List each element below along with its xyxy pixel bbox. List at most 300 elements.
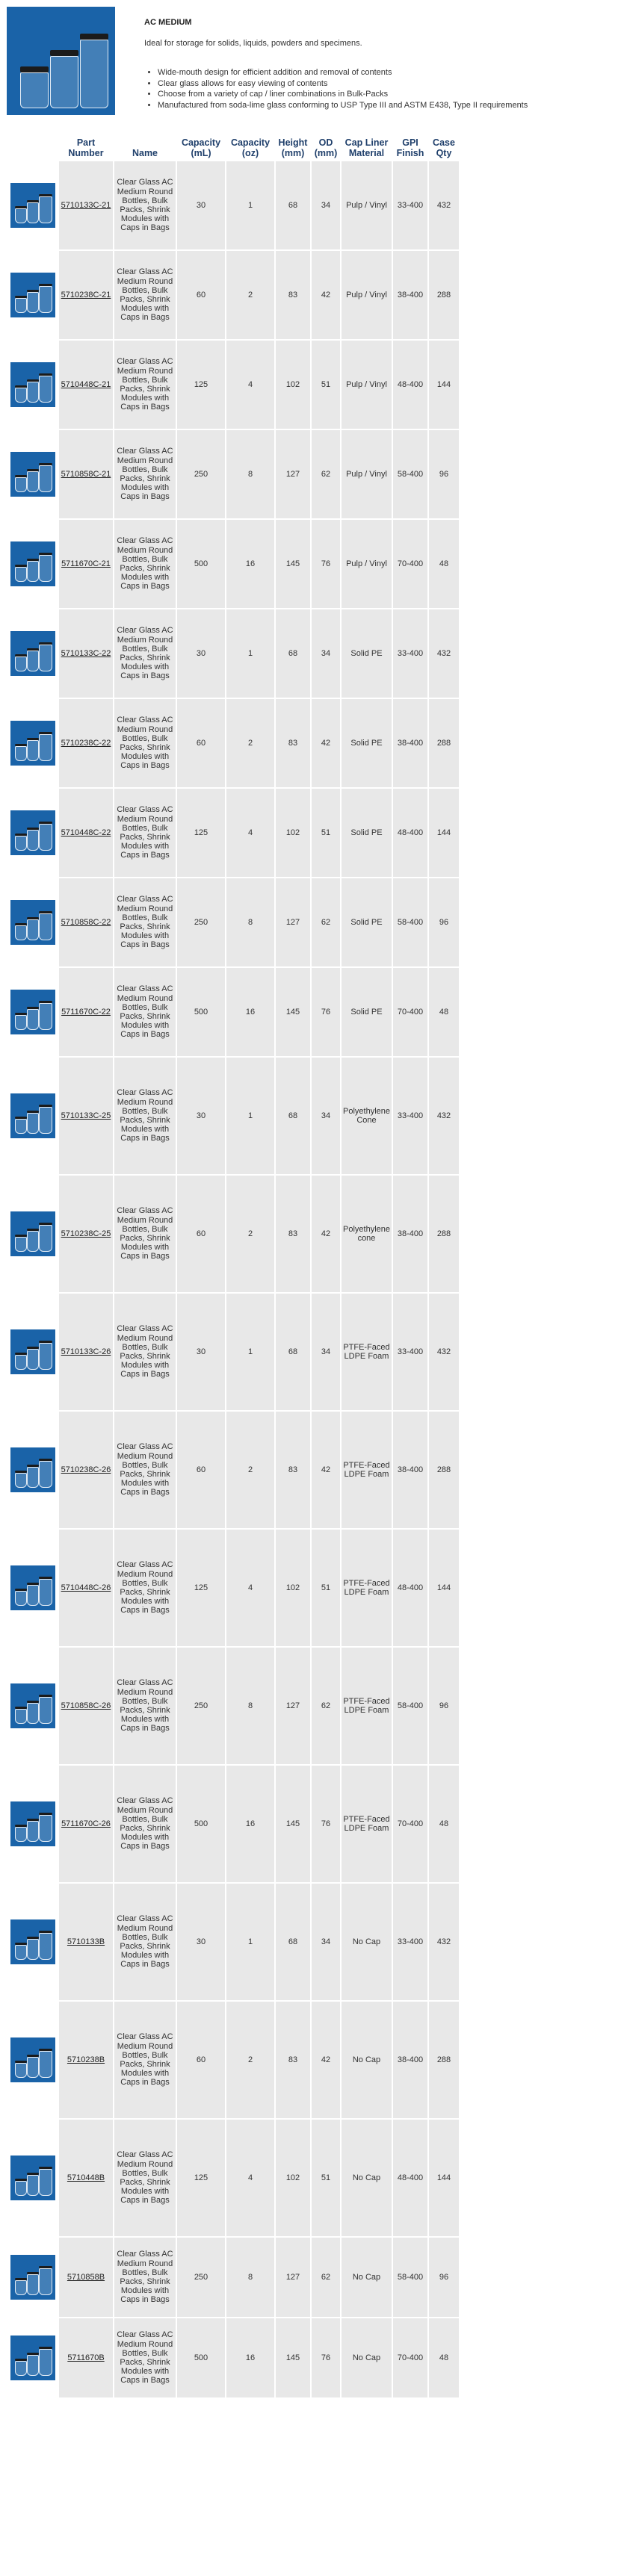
case-qty: 48 (429, 520, 459, 608)
table-header-row (8, 136, 459, 160)
jar-graphic (39, 1697, 52, 1724)
capacity-ml: 125 (177, 1530, 225, 1646)
jar-graphic (27, 919, 39, 940)
capacity-ml: 250 (177, 2238, 225, 2317)
product-thumbnail[interactable] (10, 273, 55, 317)
part-number-link[interactable]: 5710448C-22 (61, 828, 111, 837)
jar-graphic (39, 1461, 52, 1488)
part-number-cell (59, 968, 113, 1056)
column-header-name: Name (114, 136, 176, 160)
part-number-cell (59, 1058, 113, 1174)
capacity-ml: 30 (177, 1884, 225, 2000)
height-mm: 68 (276, 161, 310, 249)
gpi-finish: 58-400 (393, 1648, 427, 1764)
product-thumbnail[interactable] (10, 1565, 55, 1610)
capacity-oz: 8 (226, 1648, 274, 1764)
capacity-oz: 8 (226, 2238, 274, 2317)
part-number-cell (59, 2120, 113, 2236)
table-row (8, 2238, 459, 2317)
capacity-ml: 60 (177, 1412, 225, 1528)
part-number-cell (59, 341, 113, 429)
part-number-link[interactable]: 5710238C-26 (61, 1465, 111, 1474)
product-thumbnail[interactable] (10, 1919, 55, 1964)
product-name: Clear Glass AC Medium Round Bottles, Bulk Packs, Shrink Modules with Caps in Bags (114, 1412, 176, 1528)
cap-liner-material: PTFE-Faced LDPE Foam (342, 1766, 392, 1882)
cap-liner-material: Pulp / Vinyl (342, 430, 392, 518)
capacity-oz: 1 (226, 1294, 274, 1410)
product-thumbnail[interactable] (10, 1329, 55, 1374)
column-header-capacity-ml: Capacity (mL) (177, 136, 225, 160)
product-thumbnail[interactable] (10, 1093, 55, 1138)
capacity-oz: 4 (226, 2120, 274, 2236)
capacity-oz: 16 (226, 520, 274, 608)
part-number-link[interactable]: 5711670C-21 (61, 559, 111, 568)
cap-liner-material: PTFE-Faced LDPE Foam (342, 1648, 392, 1764)
jar-graphic (39, 2268, 52, 2295)
product-thumbnail-cell (8, 878, 58, 966)
gpi-finish: 48-400 (393, 1530, 427, 1646)
height-mm: 68 (276, 1058, 310, 1174)
gpi-finish: 48-400 (393, 2120, 427, 2236)
product-thumbnail[interactable] (10, 900, 55, 945)
cap-liner-material: No Cap (342, 1884, 392, 2000)
table-row (8, 430, 459, 518)
product-thumbnail[interactable] (10, 1683, 55, 1728)
case-qty: 288 (429, 251, 459, 339)
table-row (8, 609, 459, 698)
capacity-oz: 8 (226, 430, 274, 518)
gpi-finish: 38-400 (393, 1412, 427, 1528)
capacity-ml: 30 (177, 1294, 225, 1410)
case-qty: 432 (429, 1058, 459, 1174)
case-qty: 288 (429, 1176, 459, 1292)
od-mm: 76 (312, 520, 340, 608)
case-qty: 288 (429, 2002, 459, 2118)
cap-liner-material: Solid PE (342, 968, 392, 1056)
capacity-oz: 2 (226, 699, 274, 787)
jar-graphic (15, 2280, 27, 2295)
product-thumbnail-cell (8, 251, 58, 339)
part-number-link[interactable]: 5710133C-26 (61, 1347, 111, 1356)
table-row (8, 2002, 459, 2118)
gpi-finish: 33-400 (393, 609, 427, 698)
part-number-cell (59, 161, 113, 249)
gpi-finish: 38-400 (393, 251, 427, 339)
cap-liner-material: PTFE-Faced LDPE Foam (342, 1412, 392, 1528)
jar-graphic (15, 2361, 27, 2376)
product-thumbnail-cell (8, 341, 58, 429)
jar-graphic (50, 56, 78, 108)
od-mm: 34 (312, 609, 340, 698)
product-thumbnail[interactable] (10, 362, 55, 407)
jar-graphic (15, 925, 27, 940)
capacity-oz: 2 (226, 2002, 274, 2118)
table-row (8, 2120, 459, 2236)
cap-liner-material: Pulp / Vinyl (342, 520, 392, 608)
jar-graphic (15, 1119, 27, 1134)
product-name: Clear Glass AC Medium Round Bottles, Bulk Packs, Shrink Modules with Caps in Bags (114, 520, 176, 608)
capacity-oz: 4 (226, 341, 274, 429)
product-thumbnail[interactable] (10, 810, 55, 855)
part-number-link[interactable]: 5710133B (67, 1937, 105, 1946)
height-mm: 102 (276, 1530, 310, 1646)
capacity-ml: 500 (177, 968, 225, 1056)
capacity-ml: 250 (177, 878, 225, 966)
capacity-ml: 60 (177, 1176, 225, 1292)
product-thumbnail-cell (8, 968, 58, 1056)
part-number-cell (59, 430, 113, 518)
column-header-gpi: GPI Finish (393, 136, 427, 160)
product-thumbnail-cell (8, 2238, 58, 2317)
od-mm: 51 (312, 2120, 340, 2236)
product-thumbnail-cell (8, 520, 58, 608)
jar-graphic (15, 477, 27, 492)
product-name: Clear Glass AC Medium Round Bottles, Bulk Packs, Shrink Modules with Caps in Bags (114, 430, 176, 518)
od-mm: 42 (312, 251, 340, 339)
product-thumbnail[interactable] (10, 452, 55, 497)
part-number-link[interactable]: 5710238C-22 (61, 738, 111, 748)
part-number-cell (59, 1648, 113, 1764)
jar-graphic (27, 2057, 39, 2078)
part-number-cell (59, 1530, 113, 1646)
product-thumbnail-cell (8, 430, 58, 518)
part-number-link[interactable]: 5711670C-22 (61, 1007, 111, 1017)
feature-item: • Clear glass allows for easy viewing of contents (158, 78, 528, 90)
jar-graphic (15, 1015, 27, 1030)
jar-graphic (39, 1815, 52, 1842)
product-name: Clear Glass AC Medium Round Bottles, Bulk Packs, Shrink Modules with Caps in Bags (114, 1884, 176, 2000)
jar-graphic (15, 1473, 27, 1488)
product-name: Clear Glass AC Medium Round Bottles, Bulk Packs, Shrink Modules with Caps in Bags (114, 2002, 176, 2118)
jar-graphic (27, 292, 39, 313)
od-mm: 34 (312, 1058, 340, 1174)
product-thumbnail[interactable] (10, 2156, 55, 2200)
product-name: Clear Glass AC Medium Round Bottles, Bulk Packs, Shrink Modules with Caps in Bags (114, 789, 176, 877)
jar-graphic (39, 734, 52, 761)
jar-graphic (15, 208, 27, 223)
jar-graphic (39, 376, 52, 403)
case-qty: 144 (429, 2120, 459, 2236)
od-mm: 34 (312, 161, 340, 249)
capacity-oz: 1 (226, 1058, 274, 1174)
height-mm: 127 (276, 430, 310, 518)
case-qty: 96 (429, 878, 459, 966)
jar-graphic (15, 388, 27, 403)
cap-liner-material: No Cap (342, 2002, 392, 2118)
height-mm: 68 (276, 1884, 310, 2000)
case-qty: 48 (429, 968, 459, 1056)
capacity-oz: 16 (226, 2318, 274, 2397)
table-row (8, 1294, 459, 1410)
cap-liner-material: Solid PE (342, 609, 392, 698)
part-number-link[interactable]: 5710133C-21 (61, 200, 111, 210)
jar-graphic (39, 824, 52, 851)
product-thumbnail-cell (8, 1648, 58, 1764)
gpi-finish: 48-400 (393, 789, 427, 877)
part-number-cell (59, 789, 113, 877)
part-number-link[interactable]: 5710448C-21 (61, 379, 111, 389)
product-thumbnail-cell (8, 2120, 58, 2236)
capacity-ml: 500 (177, 1766, 225, 1882)
feature-item: • Wide-mouth design for efficient addition and removal of contents (158, 67, 528, 78)
height-mm: 83 (276, 1412, 310, 1528)
od-mm: 34 (312, 1884, 340, 2000)
height-mm: 83 (276, 251, 310, 339)
column-header-capacity-oz: Capacity (oz) (226, 136, 274, 160)
part-number-link[interactable]: 5711670B (67, 2353, 105, 2362)
part-number-link[interactable]: 5710238C-21 (61, 290, 111, 300)
jar-graphic (39, 1933, 52, 1960)
capacity-ml: 30 (177, 161, 225, 249)
part-number-link[interactable]: 5710858B (67, 2272, 105, 2282)
jar-graphic (39, 465, 52, 492)
capacity-oz: 8 (226, 878, 274, 966)
gpi-finish: 33-400 (393, 1884, 427, 2000)
product-name: Clear Glass AC Medium Round Bottles, Bulk Packs, Shrink Modules with Caps in Bags (114, 161, 176, 249)
part-number-link[interactable]: 5710858C-26 (61, 1701, 111, 1710)
capacity-oz: 16 (226, 1766, 274, 1882)
product-thumbnail[interactable] (10, 183, 55, 228)
jar-graphic (27, 1703, 39, 1724)
od-mm: 62 (312, 1648, 340, 1764)
part-number-cell (59, 1766, 113, 1882)
product-thumbnail[interactable] (10, 541, 55, 586)
jar-graphic (15, 1591, 27, 1606)
capacity-oz: 16 (226, 968, 274, 1056)
jar-graphic (39, 645, 52, 671)
gpi-finish: 38-400 (393, 2002, 427, 2118)
part-number-link[interactable]: 5710858C-21 (61, 469, 111, 479)
height-mm: 83 (276, 699, 310, 787)
jar-graphic (15, 1355, 27, 1370)
capacity-oz: 2 (226, 1412, 274, 1528)
cap-liner-material: Pulp / Vinyl (342, 161, 392, 249)
capacity-oz: 1 (226, 1884, 274, 2000)
jar-graphic (27, 830, 39, 851)
case-qty: 48 (429, 1766, 459, 1882)
product-name: Clear Glass AC Medium Round Bottles, Bulk Packs, Shrink Modules with Caps in Bags (114, 699, 176, 787)
product-thumbnail-cell (8, 1530, 58, 1646)
product-header (0, 0, 618, 134)
case-qty: 144 (429, 341, 459, 429)
gpi-finish: 33-400 (393, 1058, 427, 1174)
product-name: Clear Glass AC Medium Round Bottles, Bulk Packs, Shrink Modules with Caps in Bags (114, 878, 176, 966)
gpi-finish: 58-400 (393, 430, 427, 518)
case-qty: 144 (429, 1530, 459, 1646)
jar-graphic (27, 651, 39, 671)
part-number-cell (59, 2002, 113, 2118)
part-number-link[interactable]: 5710238C-25 (61, 1229, 111, 1238)
height-mm: 127 (276, 878, 310, 966)
jar-graphic (15, 298, 27, 313)
product-thumbnail-cell (8, 1294, 58, 1410)
product-table (7, 134, 460, 2399)
capacity-ml: 60 (177, 2002, 225, 2118)
jar-graphic (27, 382, 39, 403)
product-name: Clear Glass AC Medium Round Bottles, Bulk Packs, Shrink Modules with Caps in Bags (114, 1648, 176, 1764)
part-number-link[interactable]: 5710448B (67, 2173, 105, 2182)
jar-graphic (27, 1009, 39, 1030)
capacity-oz: 4 (226, 1530, 274, 1646)
capacity-ml: 250 (177, 430, 225, 518)
cap-liner-material: Pulp / Vinyl (342, 251, 392, 339)
table-row (8, 1530, 459, 1646)
column-header-part-number: Part Number (59, 136, 113, 160)
product-name: Clear Glass AC Medium Round Bottles, Bulk Packs, Shrink Modules with Caps in Bags (114, 341, 176, 429)
capacity-ml: 500 (177, 2318, 225, 2397)
jar-graphic (39, 2051, 52, 2078)
part-number-cell (59, 699, 113, 787)
column-header-liner: Cap Liner Material (342, 136, 392, 160)
jar-graphic (27, 471, 39, 492)
jar-graphic (27, 1939, 39, 1960)
product-thumbnail[interactable] (10, 1211, 55, 1256)
jar-graphic (80, 40, 108, 108)
od-mm: 42 (312, 1176, 340, 1292)
case-qty: 288 (429, 1412, 459, 1528)
feature-item: • Choose from a variety of cap / liner combinations in Bulk-Packs (158, 89, 528, 100)
product-thumbnail[interactable] (10, 721, 55, 766)
capacity-ml: 30 (177, 1058, 225, 1174)
part-number-link[interactable]: 5710238B (67, 2055, 105, 2064)
od-mm: 51 (312, 1530, 340, 1646)
height-mm: 145 (276, 1766, 310, 1882)
product-name: Clear Glass AC Medium Round Bottles, Bulk Packs, Shrink Modules with Caps in Bags (114, 609, 176, 698)
table-row (8, 968, 459, 1056)
od-mm: 51 (312, 789, 340, 877)
capacity-oz: 1 (226, 609, 274, 698)
table-row (8, 2318, 459, 2397)
case-qty: 432 (429, 609, 459, 698)
product-thumbnail[interactable] (10, 990, 55, 1034)
cap-liner-material: Solid PE (342, 789, 392, 877)
product-name: Clear Glass AC Medium Round Bottles, Bulk Packs, Shrink Modules with Caps in Bags (114, 968, 176, 1056)
od-mm: 42 (312, 2002, 340, 2118)
product-thumbnail-cell (8, 789, 58, 877)
jar-graphic (15, 1945, 27, 1960)
product-thumbnail-cell (8, 1766, 58, 1882)
jar-graphic (15, 1237, 27, 1252)
table-row (8, 1176, 459, 1292)
product-thumbnail[interactable] (10, 2336, 55, 2380)
height-mm: 68 (276, 609, 310, 698)
capacity-ml: 250 (177, 1648, 225, 1764)
jar-graphic (15, 657, 27, 671)
product-thumbnail-cell (8, 161, 58, 249)
feature-item: • Manufactured from soda-lime glass conforming to USP Type III and ASTM E438, Type II requirements (158, 100, 528, 111)
capacity-oz: 1 (226, 161, 274, 249)
table-row (8, 251, 459, 339)
height-mm: 145 (276, 2318, 310, 2397)
column-header-case-qty: Case Qty (429, 136, 459, 160)
jar-graphic (15, 746, 27, 761)
height-mm: 102 (276, 341, 310, 429)
case-qty: 432 (429, 161, 459, 249)
case-qty: 432 (429, 1294, 459, 1410)
jar-graphic (27, 1821, 39, 1842)
table-body (8, 161, 459, 2397)
jar-graphic (15, 567, 27, 582)
height-mm: 102 (276, 789, 310, 877)
product-thumbnail[interactable] (10, 2255, 55, 2300)
table-row (8, 789, 459, 877)
jar-graphic (39, 196, 52, 223)
column-header-height: Height (mm) (276, 136, 310, 160)
product-thumbnail[interactable] (10, 631, 55, 676)
jar-graphic (39, 1579, 52, 1606)
capacity-ml: 30 (177, 609, 225, 698)
product-thumbnail[interactable] (10, 1801, 55, 1846)
height-mm: 68 (276, 1294, 310, 1410)
part-number-link[interactable]: 5710133C-22 (61, 648, 111, 658)
table-row (8, 520, 459, 608)
height-mm: 145 (276, 968, 310, 1056)
part-number-cell (59, 520, 113, 608)
part-number-link[interactable]: 5710858C-22 (61, 917, 111, 927)
product-thumbnail-cell (8, 1412, 58, 1528)
part-number-link[interactable]: 5710133C-25 (61, 1111, 111, 1120)
part-number-cell (59, 2318, 113, 2397)
case-qty: 96 (429, 430, 459, 518)
cap-liner-material: Polyethylene Cone (342, 1058, 392, 1174)
gpi-finish: 38-400 (393, 1176, 427, 1292)
part-number-link[interactable]: 5710448C-26 (61, 1583, 111, 1592)
product-thumbnail-cell (8, 699, 58, 787)
jar-graphic (27, 2175, 39, 2196)
product-thumbnail-cell (8, 2002, 58, 2118)
height-mm: 83 (276, 2002, 310, 2118)
product-thumbnail-cell (8, 1884, 58, 2000)
jar-graphic (27, 561, 39, 582)
jar-graphic (27, 1349, 39, 1370)
capacity-ml: 125 (177, 789, 225, 877)
jar-graphic (27, 202, 39, 223)
od-mm: 62 (312, 878, 340, 966)
jar-graphic (27, 1231, 39, 1252)
table-row (8, 699, 459, 787)
feature-list (147, 67, 528, 111)
product-thumbnail[interactable] (10, 1447, 55, 1492)
jar-graphic (15, 1709, 27, 1724)
capacity-ml: 125 (177, 2120, 225, 2236)
gpi-finish: 70-400 (393, 2318, 427, 2397)
capacity-ml: 60 (177, 251, 225, 339)
case-qty: 144 (429, 789, 459, 877)
od-mm: 34 (312, 1294, 340, 1410)
table-row (8, 341, 459, 429)
column-header-image (8, 136, 58, 160)
case-qty: 48 (429, 2318, 459, 2397)
cap-liner-material: No Cap (342, 2120, 392, 2236)
product-thumbnail[interactable] (10, 2037, 55, 2082)
product-image (7, 7, 115, 115)
height-mm: 145 (276, 520, 310, 608)
jar-graphic (39, 555, 52, 582)
cap-liner-material: PTFE-Faced LDPE Foam (342, 1294, 392, 1410)
product-name: Clear Glass AC Medium Round Bottles, Bulk Packs, Shrink Modules with Caps in Bags (114, 1058, 176, 1174)
jar-graphic (15, 1827, 27, 1842)
height-mm: 127 (276, 1648, 310, 1764)
part-number-cell (59, 1294, 113, 1410)
part-number-cell (59, 251, 113, 339)
product-name: Clear Glass AC Medium Round Bottles, Bulk Packs, Shrink Modules with Caps in Bags (114, 1176, 176, 1292)
jar-graphic (39, 1107, 52, 1134)
part-number-link[interactable]: 5711670C-26 (61, 1819, 111, 1828)
capacity-oz: 2 (226, 251, 274, 339)
gpi-finish: 38-400 (393, 699, 427, 787)
height-mm: 102 (276, 2120, 310, 2236)
product-name: Clear Glass AC Medium Round Bottles, Bulk Packs, Shrink Modules with Caps in Bags (114, 1294, 176, 1410)
